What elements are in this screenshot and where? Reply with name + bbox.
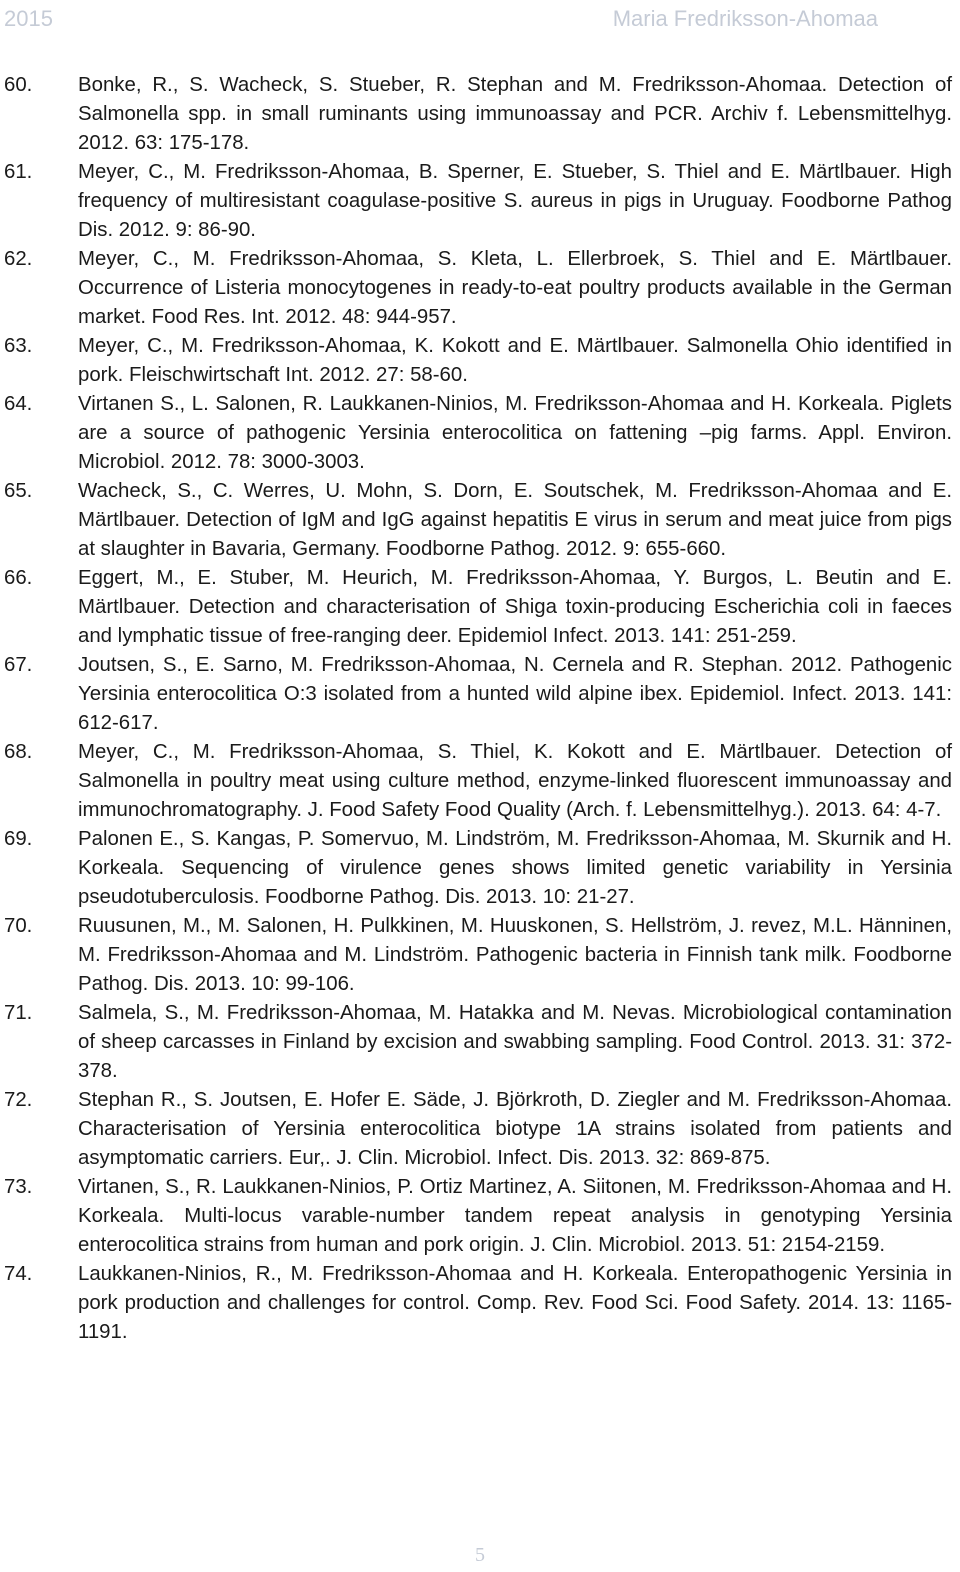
reference-text: Meyer, C., M. Fredriksson-Ahomaa, S. Kleta, L. Ellerbroek, S. Thiel and E. Märtlbauer. Occurrence of Listeria monocytogenes in ready-to-eat poultry products available in the German market. Food Res. Int. 2012. 48: 944-957. <box>78 248 952 328</box>
reference-number: 72. <box>4 1089 33 1111</box>
reference-list <box>0 71 960 1347</box>
reference-number: 66. <box>4 567 33 589</box>
reference-number: 61. <box>4 161 33 183</box>
reference-text: Laukkanen-Ninios, R., M. Fredriksson-Ahomaa and H. Korkeala. Enteropathogenic Yersinia in pork production and challenges for control. Comp. Rev. Food Sci. Food Safety. 2014. 13: 1165-1191. <box>78 1263 952 1343</box>
reference-number: 68. <box>4 741 33 763</box>
reference-item <box>0 825 952 912</box>
reference-number: 62. <box>4 248 33 270</box>
reference-text: Virtanen S., L. Salonen, R. Laukkanen-Ninios, M. Fredriksson-Ahomaa and H. Korkeala. Piglets are a source of pathogenic Yersinia enterocolitica on fattening –pig farms. Appl. Environ. Microbiol. 2012. 78: 3000-3003. <box>78 393 952 473</box>
reference-text: Stephan R., S. Joutsen, E. Hofer E. Säde, J. Björkroth, D. Ziegler and M. Fredriksson-Ahomaa. Characterisation of Yersinia enterocolitica biotype 1A strains isolated from patients and asymptomatic carriers. Eur,. J. Clin. Microbiol. Infect. Dis. 2013. 32: 869-875. <box>78 1089 952 1169</box>
reference-item <box>0 158 952 245</box>
reference-item <box>0 1260 952 1347</box>
reference-text: Meyer, C., M. Fredriksson-Ahomaa, K. Kokott and E. Märtlbauer. Salmonella Ohio identified in pork. Fleischwirtschaft Int. 2012. 27: 58-60. <box>78 335 952 386</box>
reference-text: Meyer, C., M. Fredriksson-Ahomaa, S. Thiel, K. Kokott and E. Märtlbauer. Detection of Salmonella in poultry meat using culture method, enzyme-linked fluorescent immunoassay and immunochromatography. J. Food Safety Food Quality (Arch. f. Lebensmittelhyg.). 2013. 64: 4-7. <box>78 741 952 821</box>
reference-item <box>0 390 952 477</box>
reference-number: 64. <box>4 393 33 415</box>
reference-text: Palonen E., S. Kangas, P. Somervuo, M. Lindström, M. Fredriksson-Ahomaa, M. Skurnik and H. Korkeala. Sequencing of virulence genes shows limited genetic variability in Yersinia pseudotuberculosis. Foodborne Pathog. Dis. 2013. 10: 21-27. <box>78 828 952 908</box>
reference-number: 67. <box>4 654 33 676</box>
reference-item <box>0 71 952 158</box>
reference-number: 70. <box>4 915 33 937</box>
reference-text: Eggert, M., E. Stuber, M. Heurich, M. Fredriksson-Ahomaa, Y. Burgos, L. Beutin and E. Märtlbauer. Detection and characterisation of Shiga toxin-producing Escherichia coli in faeces and lymphatic tissue of free-ranging deer. Epidemiol Infect. 2013. 141: 251-259. <box>78 567 952 647</box>
reference-item <box>0 332 952 390</box>
reference-item <box>0 1086 952 1173</box>
header-year: 2015 <box>4 6 53 31</box>
reference-text: Bonke, R., S. Wacheck, S. Stueber, R. Stephan and M. Fredriksson-Ahomaa. Detection of Salmonella spp. in small ruminants using immunoassay and PCR. Archiv f. Lebensmittelhyg. 2012. 63: 175-178. <box>78 74 952 154</box>
reference-item <box>0 245 952 332</box>
page-number: 5 <box>475 1544 485 1566</box>
reference-number: 74. <box>4 1263 33 1285</box>
header-author: Maria Fredriksson-Ahomaa <box>612 6 878 31</box>
reference-number: 60. <box>4 74 33 96</box>
reference-text: Meyer, C., M. Fredriksson-Ahomaa, B. Sperner, E. Stueber, S. Thiel and E. Märtlbauer. High frequency of multiresistant coagulase-positive S. aureus in pigs in Uruguay. Foodborne Pathog Dis. 2012. 9: 86-90. <box>78 161 952 241</box>
reference-text: Joutsen, S., E. Sarno, M. Fredriksson-Ahomaa, N. Cernela and R. Stephan. 2012. Pathogenic Yersinia enterocolitica O:3 isolated from a hunted wild alpine ibex. Epidemiol. Infect. 2013. 141: 612-617. <box>78 654 952 734</box>
reference-number: 63. <box>4 335 33 357</box>
reference-number: 73. <box>4 1176 33 1198</box>
reference-item <box>0 564 952 651</box>
reference-text: Virtanen, S., R. Laukkanen-Ninios, P. Ortiz Martinez, A. Siitonen, M. Fredriksson-Ahomaa and H. Korkeala. Multi-locus varable-number tandem repeat analysis in genotyping Yersinia enterocolitica strains from human and pork origin. J. Clin. Microbiol. 2013. 51: 2154-2159. <box>78 1176 952 1256</box>
reference-text: Salmela, S., M. Fredriksson-Ahomaa, M. Hatakka and M. Nevas. Microbiological contamination of sheep carcasses in Finland by excision and swabbing sampling. Food Control. 2013. 31: 372-378. <box>78 1002 952 1082</box>
reference-text: Wacheck, S., C. Werres, U. Mohn, S. Dorn, E. Soutschek, M. Fredriksson-Ahomaa and E. Märtlbauer. Detection of IgM and IgG against hepatitis E virus in serum and meat juice from pigs at slaughter in Bavaria, Germany. Foodborne Pathog. 2012. 9: 655-660. <box>78 480 952 560</box>
reference-item <box>0 999 952 1086</box>
reference-text: Ruusunen, M., M. Salonen, H. Pulkkinen, M. Huuskonen, S. Hellström, J. revez, M.L. Hänninen, M. Fredriksson-Ahomaa and M. Lindström. Pathogenic bacteria in Finnish tank milk. Foodborne Pathog. Dis. 2013. 10: 99-106. <box>78 915 952 995</box>
reference-number: 69. <box>4 828 33 850</box>
page-header <box>0 2 960 32</box>
reference-item <box>0 738 952 825</box>
reference-item <box>0 1173 952 1260</box>
reference-number: 71. <box>4 1002 33 1024</box>
reference-item <box>0 477 952 564</box>
reference-item <box>0 912 952 999</box>
reference-number: 65. <box>4 480 33 502</box>
reference-item <box>0 651 952 738</box>
